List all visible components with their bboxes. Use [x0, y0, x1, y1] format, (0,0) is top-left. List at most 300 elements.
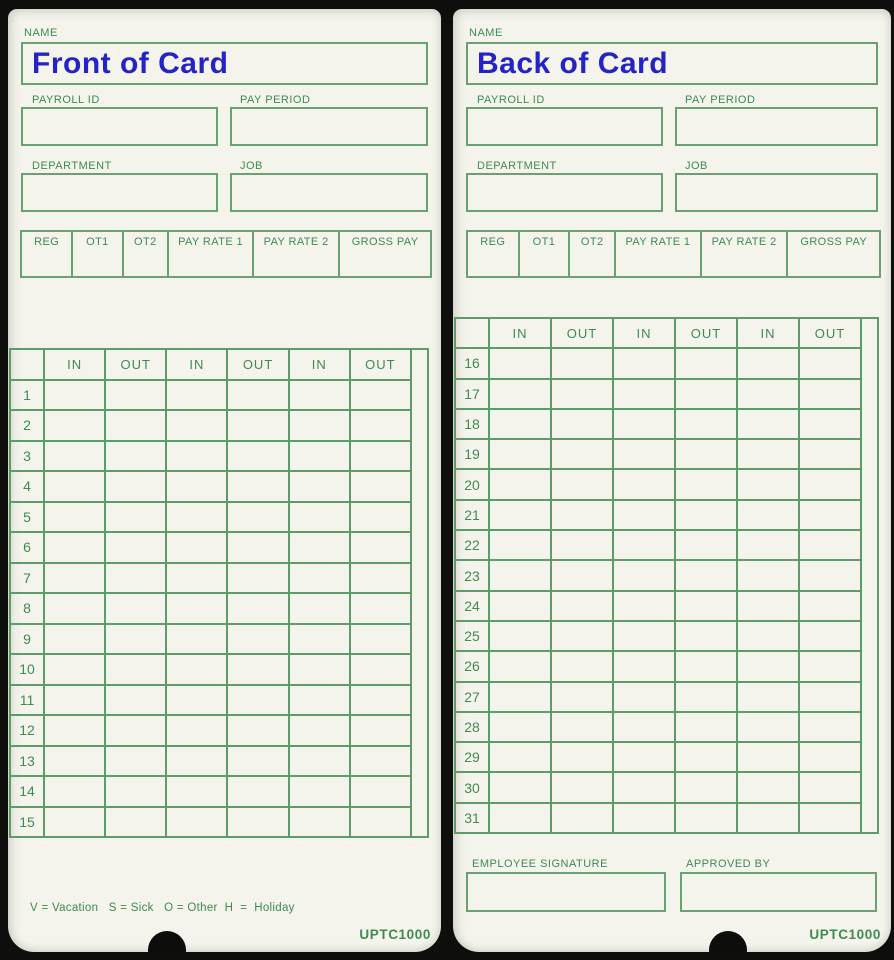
time-entry-cell: [799, 682, 861, 712]
time-entry-cell: [105, 471, 166, 502]
time-entry-cell: [166, 685, 227, 716]
time-entry-cell: [489, 651, 551, 681]
time-entry-cell: [613, 742, 675, 772]
column-header-cell: IN: [166, 349, 227, 380]
table-row: [10, 410, 428, 441]
time-entry-cell: [799, 469, 861, 499]
time-entry-cell: [551, 682, 613, 712]
summary-cell-label: PAY RATE 2: [263, 236, 329, 248]
table-row: [10, 593, 428, 624]
day-number-cell: 10: [10, 654, 44, 685]
time-entry-cell: [44, 654, 105, 685]
day-number-cell: 25: [455, 621, 489, 651]
time-card-front: [8, 9, 441, 952]
time-entry-cell: [166, 380, 227, 411]
job-label: JOB: [685, 160, 708, 172]
employee-signature-label: EMPLOYEE SIGNATURE: [472, 858, 608, 870]
time-card-back: [453, 9, 891, 952]
time-grid: [454, 317, 879, 834]
time-table: [454, 317, 879, 834]
time-entry-cell: [289, 502, 350, 533]
time-entry-cell: [675, 651, 737, 681]
summary-cell-label: OT2: [134, 236, 157, 248]
time-entry-cell: [105, 563, 166, 594]
day-number-cell: 27: [455, 682, 489, 712]
legend-text: V = Vacation S = Sick O = Other H = Holiday: [30, 902, 295, 914]
time-entry-cell: [227, 715, 288, 746]
table-row: [455, 409, 878, 439]
payroll-id-box: [466, 107, 663, 146]
time-entry-cell: [105, 624, 166, 655]
table-row: [10, 471, 428, 502]
summary-cell-label: PAY RATE 1: [625, 236, 691, 248]
time-entry-cell: [551, 712, 613, 742]
time-entry-cell: [551, 651, 613, 681]
filler-column: [861, 318, 878, 833]
summary-cell-label: GROSS PAY: [351, 236, 419, 248]
column-header-cell: OUT: [799, 318, 861, 348]
time-entry-cell: [489, 500, 551, 530]
time-entry-cell: [551, 348, 613, 378]
time-entry-cell: [166, 532, 227, 563]
day-number-cell: 2: [10, 410, 44, 441]
time-entry-cell: [105, 380, 166, 411]
time-entry-cell: [675, 621, 737, 651]
pay-period-label: PAY PERIOD: [240, 94, 311, 106]
time-entry-cell: [737, 621, 799, 651]
column-header-cell: OUT: [227, 349, 288, 380]
day-number-cell: 28: [455, 712, 489, 742]
name-box: [466, 42, 878, 85]
summary-cell-label: PAY RATE 1: [178, 236, 244, 248]
summary-cell-label: REG: [480, 236, 506, 248]
time-entry-cell: [613, 712, 675, 742]
time-entry-cell: [44, 624, 105, 655]
time-entry-cell: [350, 502, 411, 533]
time-entry-cell: [289, 624, 350, 655]
time-entry-cell: [799, 560, 861, 590]
table-row: [10, 380, 428, 411]
summary-cell: [340, 232, 430, 276]
time-entry-cell: [737, 439, 799, 469]
time-entry-cell: [489, 409, 551, 439]
time-entry-cell: [613, 621, 675, 651]
pay-period-box: [230, 107, 428, 146]
summary-cell-label: REG: [34, 236, 60, 248]
table-row: [455, 712, 878, 742]
time-entry-cell: [489, 742, 551, 772]
time-entry-cell: [289, 685, 350, 716]
table-row: [10, 685, 428, 716]
time-entry-cell: [227, 624, 288, 655]
time-entry-cell: [44, 563, 105, 594]
time-entry-cell: [289, 410, 350, 441]
day-number-cell: 1: [10, 380, 44, 411]
time-entry-cell: [737, 469, 799, 499]
time-entry-cell: [675, 772, 737, 802]
time-entry-cell: [799, 439, 861, 469]
job-box: [675, 173, 878, 212]
time-entry-cell: [105, 532, 166, 563]
table-row: [455, 530, 878, 560]
time-table: [9, 348, 429, 838]
day-number-cell: 23: [455, 560, 489, 590]
summary-cell: [520, 232, 571, 276]
summary-cell: [169, 232, 254, 276]
table-row: [10, 715, 428, 746]
employee-signature-box: [466, 872, 666, 912]
time-entry-cell: [675, 682, 737, 712]
time-entry-cell: [489, 591, 551, 621]
day-number-cell: 5: [10, 502, 44, 533]
name-label: NAME: [24, 27, 58, 39]
summary-cell-label: OT1: [86, 236, 109, 248]
time-entry-cell: [551, 439, 613, 469]
summary-cell: [124, 232, 169, 276]
table-row: [455, 621, 878, 651]
time-entry-cell: [350, 715, 411, 746]
time-entry-cell: [289, 746, 350, 777]
pay-period-box: [675, 107, 878, 146]
model-number: UPTC1000: [809, 927, 881, 942]
time-entry-cell: [489, 530, 551, 560]
time-entry-cell: [551, 530, 613, 560]
day-number-cell: 7: [10, 563, 44, 594]
time-entry-cell: [166, 776, 227, 807]
table-row: [455, 803, 878, 833]
column-header-cell: IN: [613, 318, 675, 348]
time-entry-cell: [799, 379, 861, 409]
table-row: [10, 624, 428, 655]
punch-notch: [709, 931, 747, 952]
time-entry-cell: [551, 591, 613, 621]
time-entry-cell: [799, 591, 861, 621]
time-entry-cell: [737, 803, 799, 833]
time-entry-cell: [613, 530, 675, 560]
summary-cell: [570, 232, 616, 276]
time-entry-cell: [289, 715, 350, 746]
time-entry-cell: [166, 471, 227, 502]
day-number-cell: 17: [455, 379, 489, 409]
time-entry-cell: [737, 651, 799, 681]
time-entry-cell: [350, 532, 411, 563]
time-entry-cell: [737, 682, 799, 712]
time-entry-cell: [613, 560, 675, 590]
department-box: [466, 173, 663, 212]
time-entry-cell: [551, 742, 613, 772]
payroll-id-label: PAYROLL ID: [477, 94, 545, 106]
department-label: DEPARTMENT: [32, 160, 112, 172]
time-entry-cell: [289, 532, 350, 563]
time-entry-cell: [613, 348, 675, 378]
summary-cell-label: PAY RATE 2: [711, 236, 777, 248]
time-entry-cell: [44, 441, 105, 472]
column-header-cell: IN: [44, 349, 105, 380]
day-number-cell: 21: [455, 500, 489, 530]
summary-cell-label: OT2: [580, 236, 604, 248]
time-entry-cell: [675, 803, 737, 833]
day-number-header-cell: [10, 349, 44, 380]
time-entry-cell: [105, 593, 166, 624]
time-entry-cell: [227, 593, 288, 624]
time-entry-cell: [289, 593, 350, 624]
table-row: [10, 746, 428, 777]
time-entry-cell: [551, 772, 613, 802]
time-entry-cell: [551, 500, 613, 530]
time-entry-cell: [675, 742, 737, 772]
table-row: [10, 441, 428, 472]
summary-cell: [616, 232, 702, 276]
time-entry-cell: [489, 469, 551, 499]
summary-cell-label: OT1: [532, 236, 556, 248]
name-value: Front of Card: [32, 47, 229, 80]
time-entry-cell: [613, 439, 675, 469]
time-entry-cell: [737, 379, 799, 409]
time-entry-cell: [227, 532, 288, 563]
column-header-cell: IN: [489, 318, 551, 348]
time-entry-cell: [105, 776, 166, 807]
column-header-cell: IN: [737, 318, 799, 348]
time-entry-cell: [675, 379, 737, 409]
time-entry-cell: [350, 654, 411, 685]
time-entry-cell: [44, 685, 105, 716]
day-number-cell: 29: [455, 742, 489, 772]
day-number-cell: 26: [455, 651, 489, 681]
table-row: [455, 591, 878, 621]
time-entry-cell: [675, 560, 737, 590]
time-entry-cell: [44, 746, 105, 777]
department-label: DEPARTMENT: [477, 160, 557, 172]
time-entry-cell: [227, 685, 288, 716]
table-row: [455, 560, 878, 590]
time-entry-cell: [44, 471, 105, 502]
time-entry-cell: [44, 807, 105, 838]
time-entry-cell: [799, 530, 861, 560]
time-entry-cell: [227, 471, 288, 502]
column-header-cell: OUT: [551, 318, 613, 348]
time-entry-cell: [613, 469, 675, 499]
time-entry-cell: [44, 715, 105, 746]
table-row: [455, 379, 878, 409]
table-row: [455, 682, 878, 712]
time-entry-cell: [350, 807, 411, 838]
department-box: [21, 173, 218, 212]
time-entry-cell: [675, 469, 737, 499]
time-grid: [9, 348, 429, 838]
time-entry-cell: [675, 500, 737, 530]
approved-by-box: [680, 872, 877, 912]
time-entry-cell: [737, 500, 799, 530]
day-number-cell: 20: [455, 469, 489, 499]
time-entry-cell: [551, 469, 613, 499]
day-number-cell: 19: [455, 439, 489, 469]
time-entry-cell: [737, 712, 799, 742]
time-entry-cell: [105, 502, 166, 533]
time-entry-cell: [105, 441, 166, 472]
time-entry-cell: [105, 807, 166, 838]
day-number-cell: 14: [10, 776, 44, 807]
time-entry-cell: [105, 746, 166, 777]
time-entry-cell: [350, 380, 411, 411]
column-header-cell: IN: [289, 349, 350, 380]
approved-by-label: APPROVED BY: [686, 858, 771, 870]
day-number-cell: 3: [10, 441, 44, 472]
time-entry-cell: [799, 803, 861, 833]
table-row: [10, 532, 428, 563]
time-entry-cell: [675, 591, 737, 621]
time-entry-cell: [799, 742, 861, 772]
time-entry-cell: [166, 563, 227, 594]
time-entry-cell: [350, 563, 411, 594]
time-entry-cell: [289, 441, 350, 472]
time-entry-cell: [44, 532, 105, 563]
time-entry-cell: [289, 380, 350, 411]
time-entry-cell: [799, 712, 861, 742]
punch-notch: [148, 931, 186, 952]
time-entry-cell: [613, 379, 675, 409]
summary-cell: [254, 232, 340, 276]
day-number-cell: 24: [455, 591, 489, 621]
time-entry-cell: [227, 380, 288, 411]
time-entry-cell: [227, 563, 288, 594]
table-row: [455, 469, 878, 499]
time-entry-cell: [489, 379, 551, 409]
time-entry-cell: [166, 624, 227, 655]
time-entry-cell: [551, 621, 613, 651]
time-entry-cell: [44, 410, 105, 441]
day-number-cell: 9: [10, 624, 44, 655]
time-entry-cell: [613, 591, 675, 621]
time-entry-cell: [551, 409, 613, 439]
time-entry-cell: [675, 409, 737, 439]
time-entry-cell: [613, 803, 675, 833]
time-entry-cell: [289, 471, 350, 502]
time-entry-cell: [227, 441, 288, 472]
model-number: UPTC1000: [359, 927, 431, 942]
payroll-id-box: [21, 107, 218, 146]
day-number-cell: 11: [10, 685, 44, 716]
day-number-header-cell: [455, 318, 489, 348]
time-entry-cell: [613, 500, 675, 530]
time-entry-cell: [799, 621, 861, 651]
time-entry-cell: [799, 348, 861, 378]
time-entry-cell: [675, 439, 737, 469]
time-entry-cell: [166, 593, 227, 624]
time-entry-cell: [227, 807, 288, 838]
pay-summary-row: [466, 230, 881, 278]
time-entry-cell: [105, 715, 166, 746]
time-entry-cell: [799, 772, 861, 802]
time-entry-cell: [675, 530, 737, 560]
time-entry-cell: [613, 651, 675, 681]
time-entry-cell: [289, 654, 350, 685]
time-entry-cell: [289, 563, 350, 594]
time-entry-cell: [166, 502, 227, 533]
table-row: [455, 772, 878, 802]
time-entry-cell: [799, 500, 861, 530]
time-entry-cell: [166, 441, 227, 472]
time-entry-cell: [551, 803, 613, 833]
time-entry-cell: [350, 776, 411, 807]
column-header-cell: OUT: [105, 349, 166, 380]
time-entry-cell: [227, 502, 288, 533]
time-entry-cell: [489, 439, 551, 469]
table-row: [455, 651, 878, 681]
time-entry-cell: [166, 746, 227, 777]
time-entry-cell: [489, 682, 551, 712]
time-entry-cell: [489, 348, 551, 378]
time-entry-cell: [613, 682, 675, 712]
day-number-cell: 22: [455, 530, 489, 560]
summary-cell: [22, 232, 73, 276]
time-entry-cell: [489, 772, 551, 802]
time-entry-cell: [105, 685, 166, 716]
time-entry-cell: [350, 685, 411, 716]
time-entry-cell: [350, 593, 411, 624]
time-entry-cell: [227, 746, 288, 777]
time-entry-cell: [799, 409, 861, 439]
time-entry-cell: [737, 409, 799, 439]
time-entry-cell: [105, 410, 166, 441]
day-number-cell: 13: [10, 746, 44, 777]
time-entry-cell: [227, 654, 288, 685]
job-box: [230, 173, 428, 212]
time-entry-cell: [350, 624, 411, 655]
table-row: [455, 742, 878, 772]
time-entry-cell: [166, 715, 227, 746]
name-value: Back of Card: [477, 47, 669, 80]
time-entry-cell: [350, 441, 411, 472]
time-entry-cell: [551, 379, 613, 409]
day-number-cell: 31: [455, 803, 489, 833]
summary-cell: [468, 232, 520, 276]
pay-period-label: PAY PERIOD: [685, 94, 756, 106]
day-number-cell: 30: [455, 772, 489, 802]
time-entry-cell: [227, 410, 288, 441]
time-entry-cell: [737, 530, 799, 560]
day-number-cell: 12: [10, 715, 44, 746]
time-entry-cell: [551, 560, 613, 590]
time-entry-cell: [105, 654, 166, 685]
table-row: [10, 776, 428, 807]
day-number-cell: 6: [10, 532, 44, 563]
name-label: NAME: [469, 27, 503, 39]
time-entry-cell: [166, 654, 227, 685]
table-row: [455, 500, 878, 530]
summary-cell: [788, 232, 879, 276]
time-entry-cell: [166, 807, 227, 838]
time-entry-cell: [799, 651, 861, 681]
time-entry-cell: [613, 409, 675, 439]
table-row: [10, 563, 428, 594]
name-box: [21, 42, 428, 85]
time-entry-cell: [489, 560, 551, 590]
table-row: [10, 807, 428, 838]
time-entry-cell: [166, 410, 227, 441]
table-row: [455, 439, 878, 469]
time-entry-cell: [289, 807, 350, 838]
time-entry-cell: [350, 471, 411, 502]
time-entry-cell: [489, 621, 551, 651]
time-entry-cell: [350, 410, 411, 441]
time-entry-cell: [44, 380, 105, 411]
filler-column: [411, 349, 428, 837]
summary-cell: [73, 232, 123, 276]
time-entry-cell: [289, 776, 350, 807]
column-header-cell: OUT: [350, 349, 411, 380]
time-entry-cell: [737, 772, 799, 802]
job-label: JOB: [240, 160, 263, 172]
